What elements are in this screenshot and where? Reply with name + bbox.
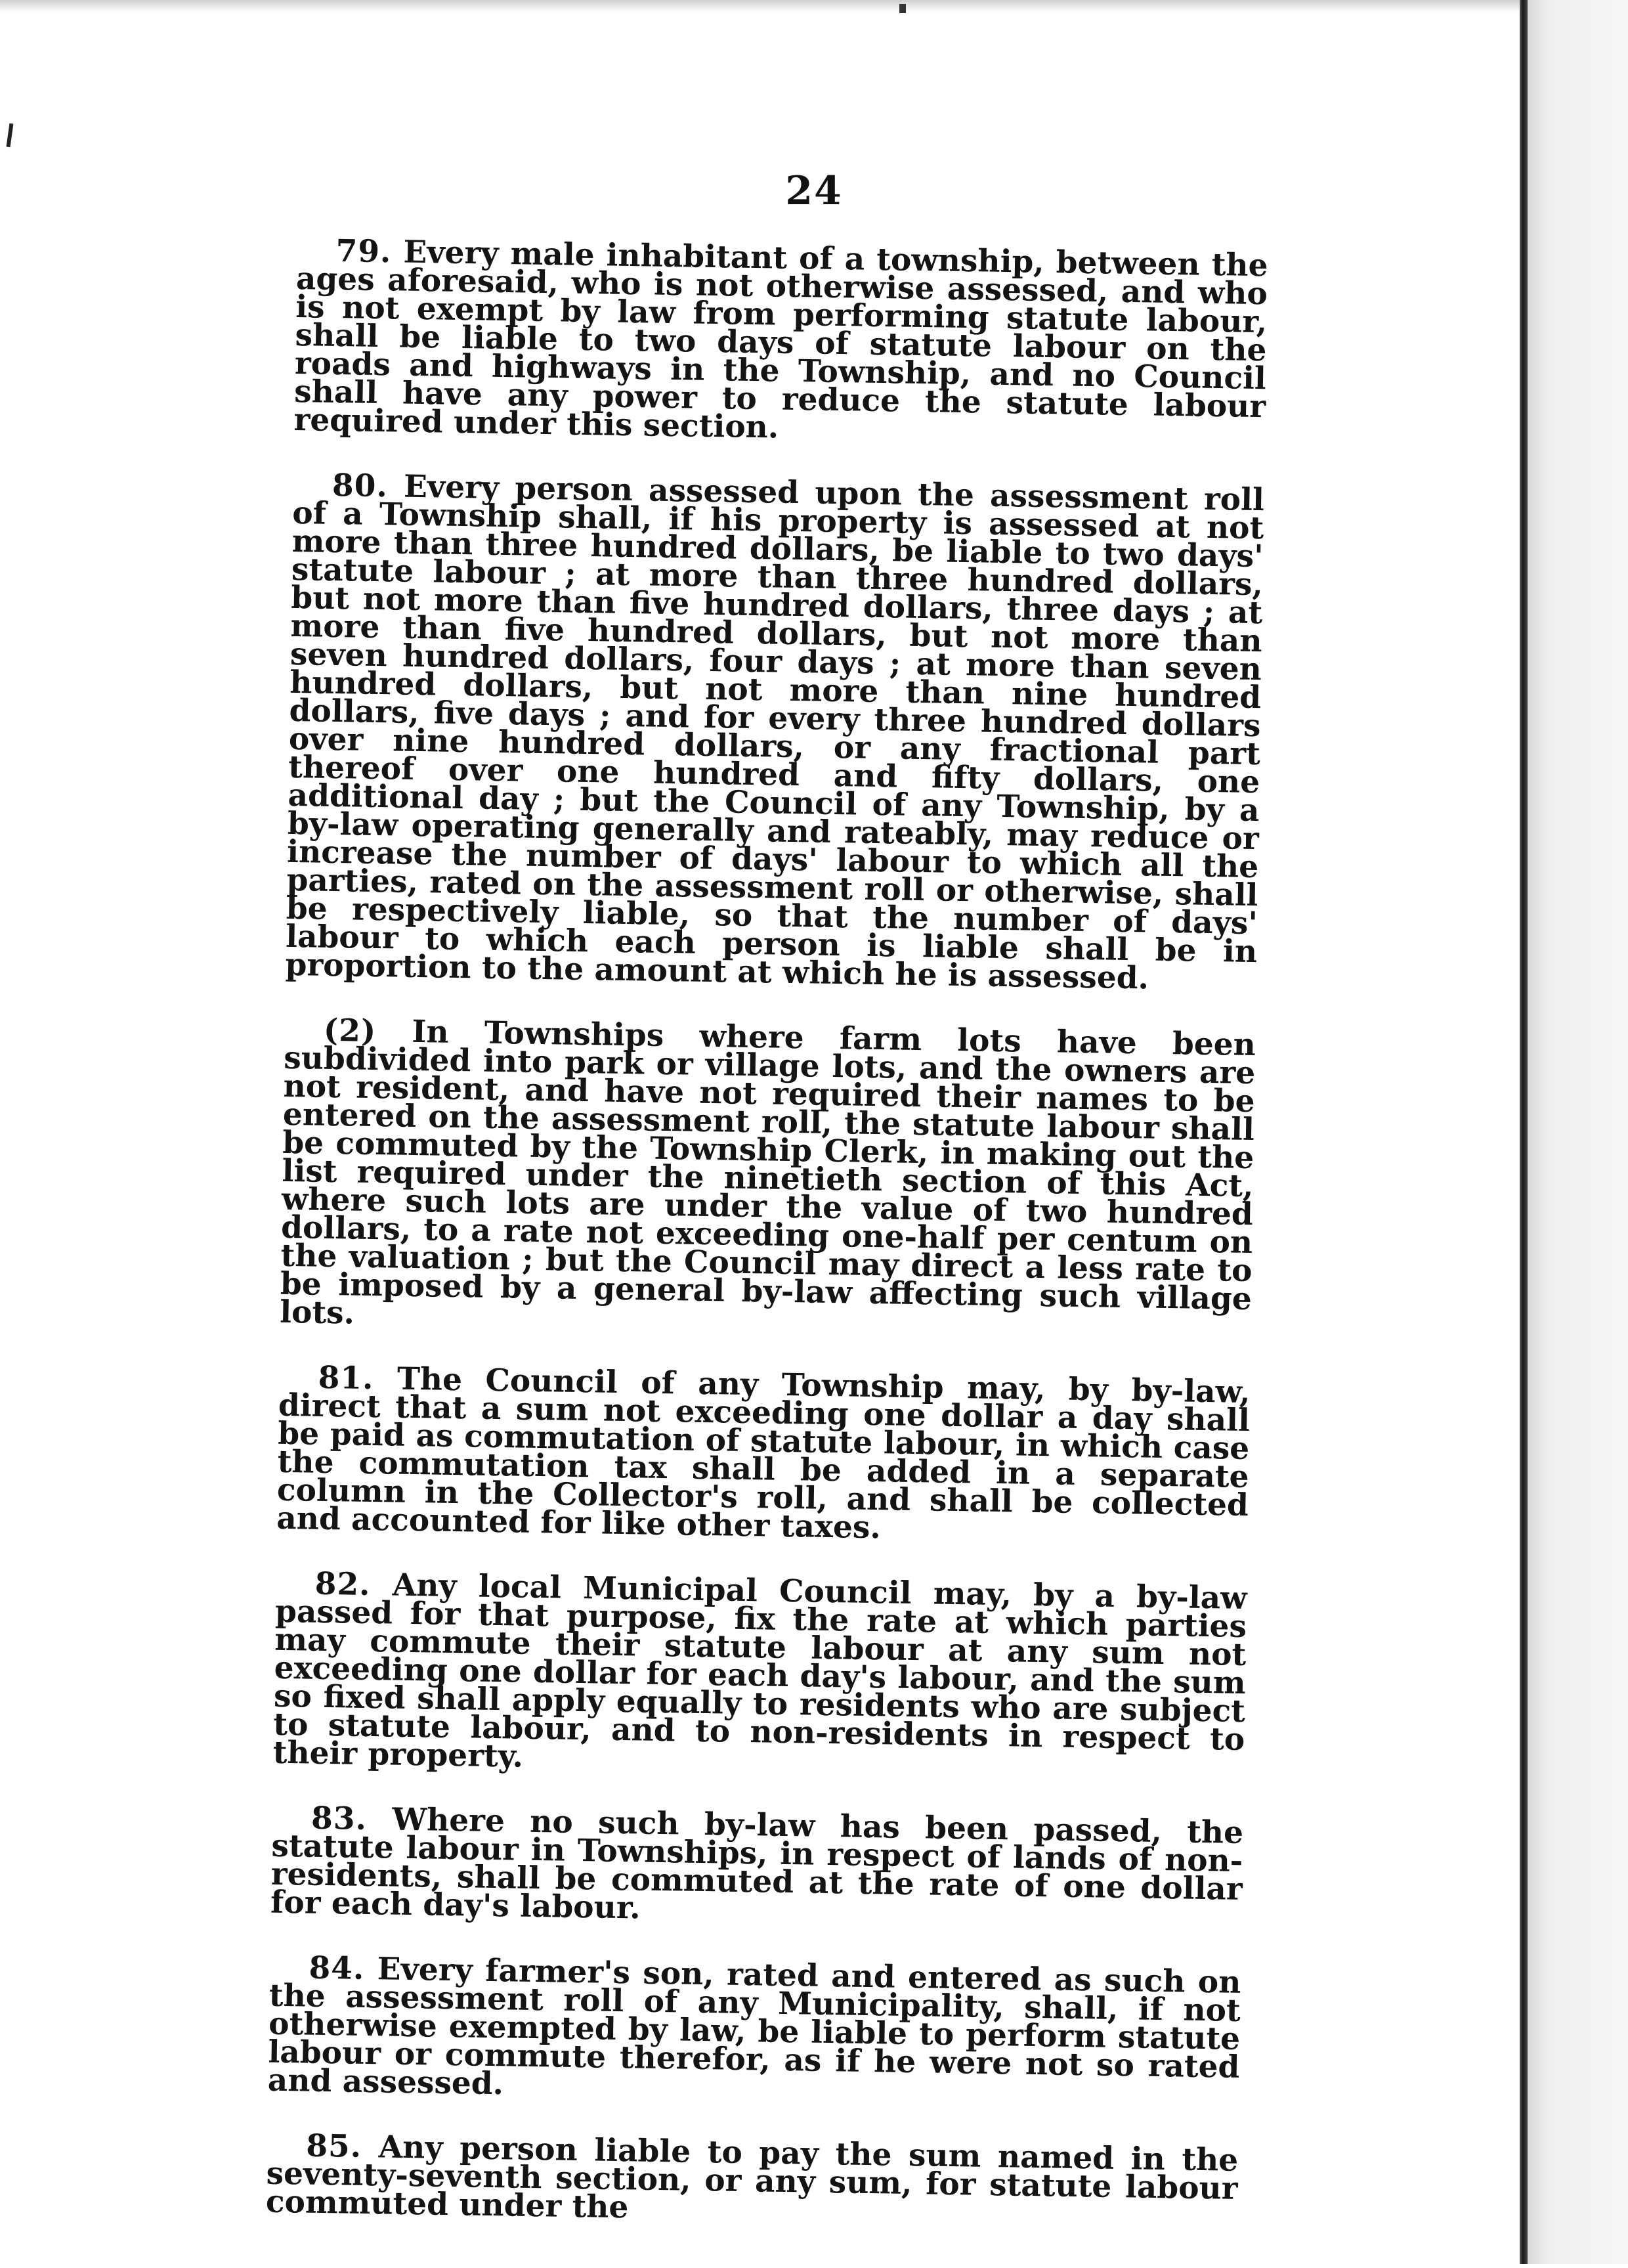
adjacent-page-strip <box>1528 0 1628 2264</box>
scan-speck <box>899 4 906 13</box>
section-text: Any person liable to pay the sum named in the seventy-seventh section, or any sum, for statute labour commuted under the <box>265 2129 1239 2226</box>
section-81-paragraph <box>276 1359 1251 1548</box>
top-scan-shadow <box>0 0 1520 12</box>
section-text: Every farmer's son, rated and entered as such on the assessment roll of any Municipality, shall, if not otherwise exempted by law, be liable to perform statute labour or commute therefor, as if he were not so rated and assessed. <box>267 1951 1241 2103</box>
section-83-paragraph <box>270 1800 1244 1932</box>
section-number: 84. <box>309 1950 365 1987</box>
section-text: The Council of any Township may, by by-law, direct that a sum not exceeding one dollar a day shall be paid as commutation of statute labour, in which case the commutation tax shall be added in a separate column in the Collector's roll, and shall be collected and accounted for like other taxes. <box>276 1361 1251 1546</box>
section-84-paragraph <box>267 1950 1241 2110</box>
section-text: Every male inhabitant of a township, between the ages aforesaid, who is not otherwise assessed, and who is not exempt by law from performing statute labour, shall be liable to two days of statute labour on the roads and highways in the Township, and no Council shall have any power to reduce the statute labour required under this section. <box>293 234 1268 446</box>
section-text: Every person assessed upon the assessment roll of a Township shall, if his property is assessed at not more than three hundred dollars, be liable to two days' statute labour ; at more than three hundred dollars, but not more than five hundred dollars, three days ; at more than five hundred dollars, but not more than seven hundred dollars, four days ; at more than seven hundred dollars, but not more than nine hundred dollars, five days ; and for every three hundred dollars over nine hundred dollars, or any fractional part thereof over one hundred and fifty dollars, one additional day ; but the Council of any Township, by a by-law operating generally and rateably, may reduce or increase the number of days' labour to which all the parties, rated on the assessment roll or otherwise, shall be respectively liable, so that the number of days' labour to which each person is liable shall be in proportion to the amount at which he is assessed. <box>285 468 1265 997</box>
section-79-paragraph <box>293 232 1268 449</box>
section-number: 83. <box>311 1800 368 1837</box>
section-number: 79. <box>335 232 392 271</box>
section-number: 80. <box>332 467 389 505</box>
section-text: In Townships where farm lots have been subdivided into park or village lots, and the owners are not resident, and have not required their names to be entered on the assessment roll, the statute labour shall be commuted by the Township Clerk, in making out the list required under the ninetieth section of this Act, where such lots are under the value of two hundred dollars, to a rate not exceeding one-half per centum on the valuation ; but the Council may direct a less rate to be imposed by a general by-law affecting such village lots. <box>279 1013 1256 1332</box>
page-number: 24 <box>785 168 843 214</box>
section-80-paragraph <box>285 467 1265 997</box>
section-number: 81. <box>318 1359 374 1397</box>
section-80-2-paragraph <box>279 1012 1256 1341</box>
statute-text-body <box>265 232 1268 2268</box>
margin-mark <box>7 123 14 147</box>
section-text: Any local Municipal Council may, by a by-law passed for that purpose, fix the rate at which parties may commute their statute labour at any sum not exceeding one dollar for each day's labour, and the sum so fixed shall apply equally to residents who are subject to statute labour, and to non-residents in respect to their property. <box>272 1567 1248 1775</box>
section-number: 82. <box>314 1565 371 1603</box>
section-85-paragraph <box>265 2127 1239 2231</box>
section-82-paragraph <box>272 1565 1248 1782</box>
subsection-number: (2) <box>323 1012 377 1050</box>
section-number: 85. <box>305 2127 362 2165</box>
section-text: Where no such by-law has been passed, the statute labour in Townships, in respect of lands of non-residents, shall be commuted at the rate of one dollar for each day's labour. <box>270 1801 1244 1927</box>
page-edge-shadow <box>1520 0 1528 2264</box>
